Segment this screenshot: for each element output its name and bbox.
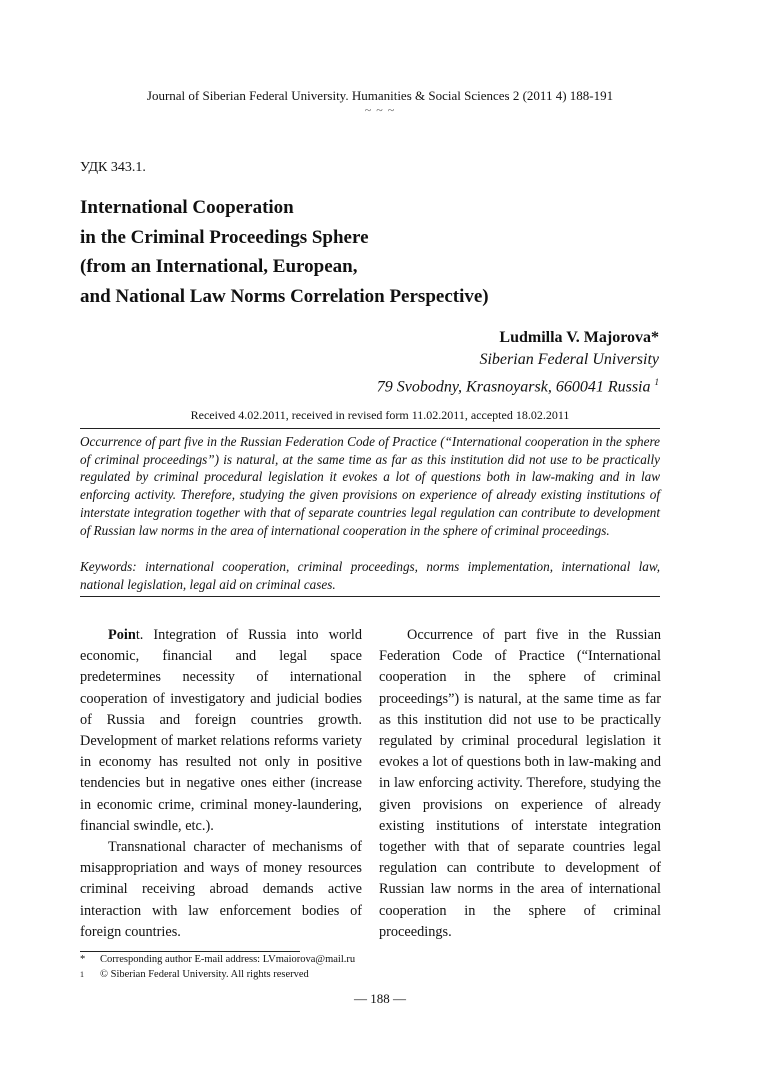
abstract-top-rule (80, 428, 660, 429)
body-column-left (80, 625, 362, 943)
author-affiliation: Siberian Federal University (479, 351, 659, 368)
body-paragraph: Transnational character of mechanisms of misappropriation and ways of money resources criminal receiving abroad demands active interaction with law enforcement bodies of foreign countries. (80, 839, 362, 940)
keywords: Keywords: international cooperation, criminal proceedings, norms implementation, international law, national legislation, legal aid on criminal cases. (80, 559, 660, 592)
footnote-mark: 1 (80, 969, 84, 979)
footnote-mark: * (80, 954, 86, 965)
journal-header: Journal of Siberian Federal University. Humanities & Social Sciences 2 (2011 4) 188-191 (146, 88, 614, 103)
body-paragraph: Occurrence of part five in the Russian Federation Code of Practice (“International cooperation in the sphere of criminal proceedings”) is natural, at the same time as far as this institution did not use to be practically regulated by criminal procedural legislation it evokes a lot of questions both in law-making and in law enforcing activity. Therefore, studying the given provisions on experience of already existing institutions of interstate integration together with that of separate countries legal regulation can contribute to development of Russian law norms in the area of international cooperation in the sphere of criminal proceedings. (379, 627, 661, 940)
abstract: Occurrence of part five in the Russian Federation Code of Practice (“International cooperation in the sphere of criminal proceedings”) is natural, at the same time as far as this institution did not use to be practically regulated by criminal procedural legislation it evokes a lot of questions both in law-making and in law enforcing activity. Therefore, studying the given provisions on experience of already existing institutions of interstate integration together with that of separate countries legal regulation can contribute to development of Russian law norms in the area of international cooperation in the sphere of criminal proceedings. (80, 434, 660, 538)
footnotes (80, 953, 355, 982)
udk-code: УДК 343.1. (80, 160, 146, 175)
body-paragraph (80, 625, 362, 837)
header-ornament: ~ ~ ~ (364, 103, 396, 117)
abstract-bottom-rule (80, 596, 660, 597)
footnote-text: Corresponding author E-mail address: LVmaiorova@mail.ru (100, 954, 356, 965)
address-footnote-mark: 1 (654, 377, 659, 387)
author-address: 79 Svobodny, Krasnoyarsk, 660041 Russia (376, 378, 651, 396)
title-line-1: International Cooperation (80, 197, 294, 218)
footnote-text: © Siberian Federal University. All rights reserved (100, 968, 309, 980)
author-address-line (377, 371, 659, 398)
author-name: Ludmilla V. Majorova* (499, 329, 659, 346)
point-lead: Poin (108, 627, 136, 643)
footnote (80, 953, 355, 968)
footnote-rule (80, 951, 300, 952)
page-number: — 188 — (354, 991, 406, 1006)
author-block (377, 327, 659, 398)
article-title (80, 193, 680, 311)
paragraph-text: . Integration of Russia into world economic, financial and legal space predetermines necessity of international cooperation of investigatory and judicial bodies of Russia and foreign countries growth. Development of market relations reforms variety in economy has resulted not only in positive tendencies but in negative ones either (increase in economic crime, criminal money-laundering, financial swindle, etc.). (80, 627, 362, 834)
title-line-3: (from an International, European, (80, 256, 358, 277)
footnote (80, 968, 355, 983)
title-line-4: and National Law Norms Correlation Perspective) (80, 285, 489, 307)
point-lead-rest: t (135, 627, 140, 643)
received-dates: Received 4.02.2011, received in revised form 11.02.2011, accepted 18.02.2011 (190, 408, 570, 422)
title-line-2: in the Criminal Proceedings Sphere (80, 226, 369, 248)
body-column-right (379, 625, 661, 943)
